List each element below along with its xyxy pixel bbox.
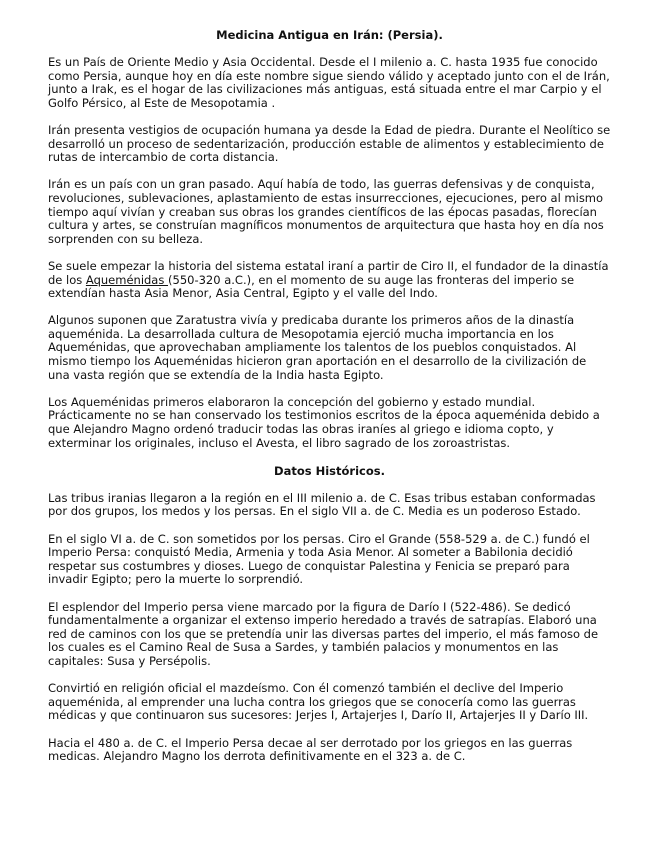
paragraph-cyrus: En el siglo VI a. de C. son sometidos por los persas. Ciro el Grande (558-529 a. de C.) fundó el Imperio Persa: conquistó Media, Armenia y toda Asia Menor. Al someter a Babilonia decidió respetar sus costumbres y dioses. Luego de conquistar Palestina y Fenicia se preparó para invadir Egipto; pero la muerte lo sorprendió. [48,531,590,587]
paragraph-decline: Hacia el 480 a. de C. el Imperio Persa decae al ser derrotado por los griegos en las guerras medicas. Alejandro Magno los derrota definitivamente en el 323 a. de C. [48,735,573,764]
paragraph-intro: Es un País de Oriente Medio y Asia Occidental. Desde el I milenio a. C. hasta 1935 fue conocido como Persia, aunque hoy en día este nombre sigue siendo válido y aceptado junto con el de Irán, junto a Irak, es el hogar de las civilizaciones más antiguas, está situada entre el mar Carpio y el Golfo Pérsico, al Este de Mesopotamia . [48,55,610,110]
paragraph-past: Irán es un país con un gran pasado. Aquí había de todo, las guerras defensivas y de conquista, revoluciones, sublevaciones, aplastamiento de estas insurrecciones, ejecuciones, pero al mismo tiempo aquí vivían y creaban sus obras los grandes científicos de las épocas pasadas, florecían cultura y artes, se construían magníficos monumentos de arquitectura que hasta hoy en día nos sorprenden con su belleza. [48,177,604,246]
paragraph-achaemenid-origin [48,260,611,301]
paragraph-text-before-link: Se suele empezar la historia del sistema estatal iraní a partir de Ciro II, el fundador de la dinastía de los [48,258,609,287]
paragraph-zarathustra: Algunos suponen que Zaratustra vivía y predicaba durante los primeros años de la dinastía aqueménida. La desarrollada cultura de Mesopotamia ejerció mucha importancia en los Aqueménidas, que aprovechaban ampliamente los talentos de los pueblos conquistados. Al mismo tiempo los Aqueménidas hicieron gran aportación en el desarrollo de la civilización de una vasta región que se extendía de la India hasta Egipto. [48,313,587,382]
paragraph-darius: El esplendor del Imperio persa viene marcado por la figura de Darío I (522-486). Se dedicó fundamentalmente a organizar el extenso imperio heredado a través de satrapías. Elaboró una red de caminos con los que se pretendía unir las diversas partes del imperio, el más famoso de los cuales es el Camino Real de Susa a Sardes, y también palacios y monumentos en las capitales: Susa y Persépolis. [48,599,599,668]
paragraph-prehistory: Irán presenta vestigios de ocupación humana ya desde la Edad de piedra. Durante el Neolítico se desarrolló un proceso de sedentarización, producción estable de alimentos y establecimiento de rutas de intercambio de corta distancia. [48,122,611,165]
paragraph-tribes: Las tribus iranias llegaron a la región en el III milenio a. de C. Esas tribus estaban conformadas por dos grupos, los medos y los persas. En el siglo VII a. de C. Media es un poderoso Estado. [48,490,596,519]
paragraph-world-state: Los Aqueménidas primeros elaboraron la concepción del gobierno y estado mundial. Prácticamente no se han conservado los testimonios escritos de la época aqueménida debido a que Alejandro Magno ordenó traducir todas las obras iraníes al griego e idioma copto, y exterminar los originales, incluso el Avesta, el libro sagrado de los zoroastristas. [48,394,600,450]
achaemenid-link[interactable]: Aqueménidas [85,272,169,287]
paragraph-text-after-link: (550-320 a.C.), en el momento de su auge las fronteras del imperio se extendían hasta Asia Menor, Asia Central, Egipto y el valle del Indo. [48,272,575,301]
section-title: Datos Históricos. [274,463,385,478]
paragraph-mazdaism: Convirtió en religión oficial el mazdeísmo. Con él comenzó también el declive del Imperio aqueménida, al emprender una lucha contra los griegos que se conocería como las guerras médicas y que continuaron sus sucesores: Jerjes I, Artajerjes I, Darío II, Artajerjes II y Darío III. [48,681,589,723]
document-title: Medicina Antigua en Irán: (Persia). [216,28,443,42]
